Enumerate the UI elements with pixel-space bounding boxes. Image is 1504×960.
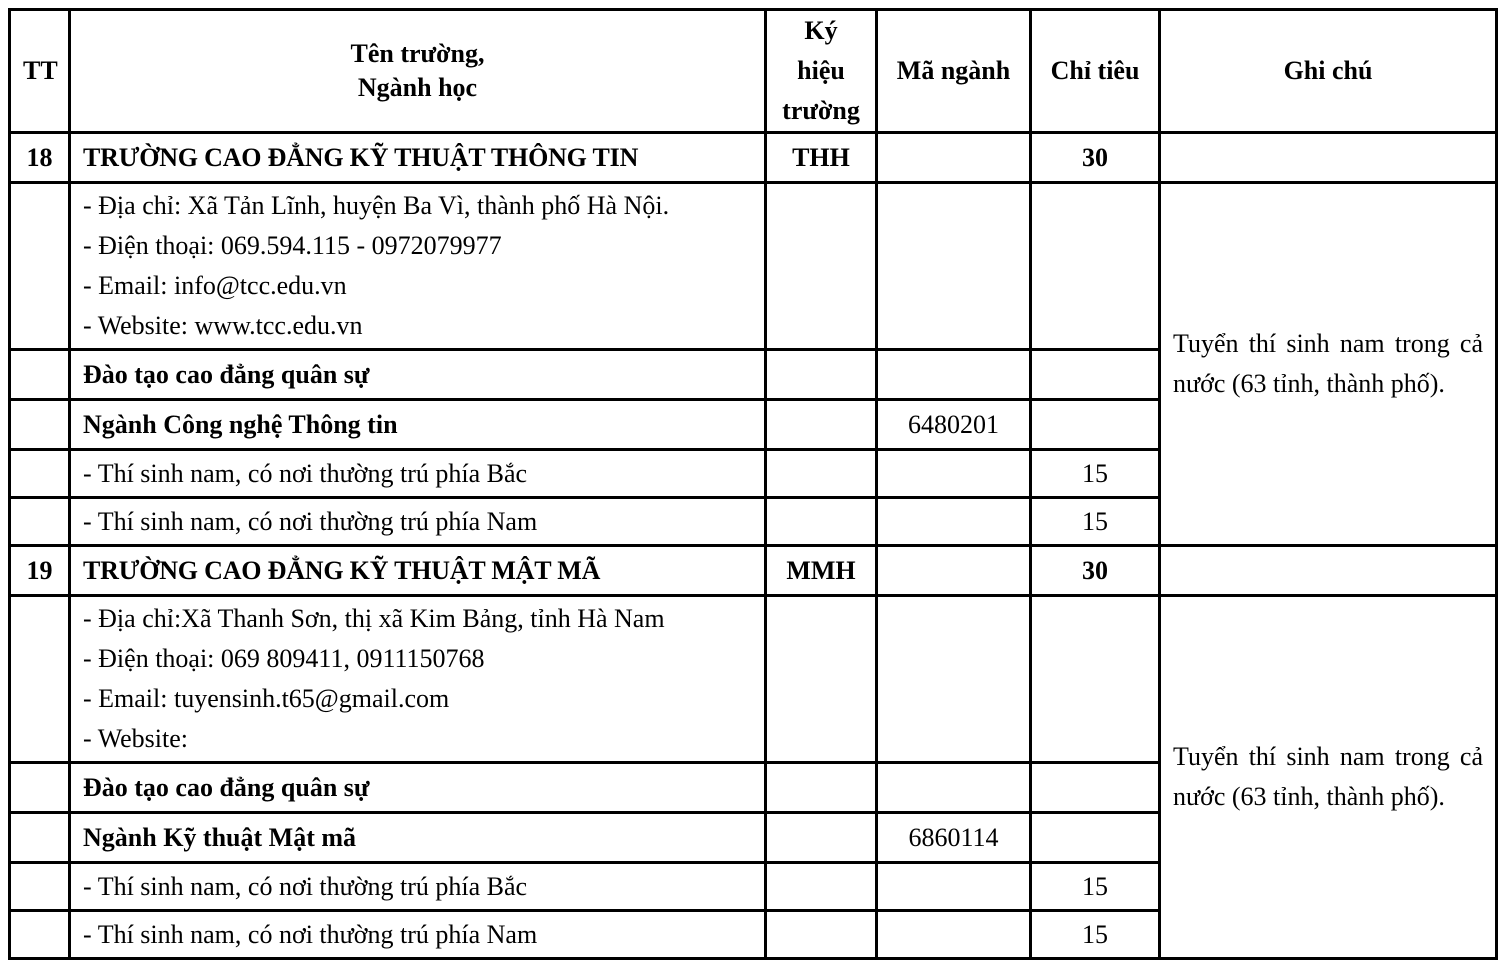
- quota-value: 15: [1031, 863, 1160, 911]
- tt-empty: [10, 183, 70, 350]
- code-empty: [766, 763, 877, 813]
- quota-label: - Thí sinh nam, có nơi thường trú phía Nam: [70, 498, 766, 546]
- major-code-empty: [877, 498, 1031, 546]
- quota-value: 15: [1031, 911, 1160, 959]
- contact-row: [10, 596, 1497, 763]
- major-code-empty: [877, 350, 1031, 400]
- header-quota: Chỉ tiêu: [1031, 10, 1160, 133]
- training-type: Đào tạo cao đẳng quân sự: [70, 763, 766, 813]
- code-empty: [766, 183, 877, 350]
- school-name: TRƯỜNG CAO ĐẲNG KỸ THUẬT MẬT MÃ: [70, 546, 766, 596]
- tt-empty: [10, 763, 70, 813]
- school-tt: 19: [10, 546, 70, 596]
- header-major-code: Mã ngành: [877, 10, 1031, 133]
- quota-label: - Thí sinh nam, có nơi thường trú phía Bắc: [70, 450, 766, 498]
- header-school-name-line1: Tên trường,: [350, 39, 485, 68]
- tt-empty: [10, 400, 70, 450]
- tt-empty: [10, 450, 70, 498]
- header-tt: TT: [10, 10, 70, 133]
- tt-empty: [10, 863, 70, 911]
- admissions-table: [8, 8, 1498, 960]
- header-school-code: [766, 10, 877, 133]
- contact-address: - Địa chỉ:Xã Thanh Sơn, thị xã Kim Bảng, tỉnh Hà Nam: [83, 604, 665, 633]
- contact-row: [10, 183, 1497, 350]
- contact-info: [70, 183, 766, 350]
- school-tt: 18: [10, 133, 70, 183]
- school-note-empty: [1160, 546, 1497, 596]
- major-code-empty: [877, 763, 1031, 813]
- major-code-empty: [877, 596, 1031, 763]
- major-code: 6480201: [877, 400, 1031, 450]
- quota-label: - Thí sinh nam, có nơi thường trú phía Bắc: [70, 863, 766, 911]
- major-code-empty: [877, 183, 1031, 350]
- major-name: Ngành Kỹ thuật Mật mã: [70, 813, 766, 863]
- contact-website: - Website: www.tcc.edu.vn: [83, 311, 363, 340]
- quota-empty: [1031, 183, 1160, 350]
- header-school-name: [70, 10, 766, 133]
- quota-empty: [1031, 813, 1160, 863]
- school-name: TRƯỜNG CAO ĐẲNG KỸ THUẬT THÔNG TIN: [70, 133, 766, 183]
- major-name: Ngành Công nghệ Thông tin: [70, 400, 766, 450]
- contact-email: - Email: info@tcc.edu.vn: [83, 271, 347, 300]
- contact-phone: - Điện thoại: 069 809411, 0911150768: [83, 644, 485, 673]
- header-note: Ghi chú: [1160, 10, 1497, 133]
- quota-empty: [1031, 596, 1160, 763]
- code-empty: [766, 350, 877, 400]
- school-code: MMH: [766, 546, 877, 596]
- code-empty: [766, 863, 877, 911]
- code-empty: [766, 911, 877, 959]
- school-major-code-empty: [877, 133, 1031, 183]
- quota-value: 15: [1031, 450, 1160, 498]
- major-code-empty: [877, 863, 1031, 911]
- quota-empty: [1031, 350, 1160, 400]
- school-note-empty: [1160, 133, 1497, 183]
- contact-phone: - Điện thoại: 069.594.115 - 0972079977: [83, 231, 502, 260]
- school-row: [10, 133, 1497, 183]
- header-row: [10, 10, 1497, 133]
- tt-empty: [10, 911, 70, 959]
- contact-email: - Email: tuyensinh.t65@gmail.com: [83, 684, 450, 713]
- code-empty: [766, 400, 877, 450]
- tt-empty: [10, 813, 70, 863]
- tt-empty: [10, 350, 70, 400]
- code-empty: [766, 596, 877, 763]
- code-empty: [766, 450, 877, 498]
- tt-empty: [10, 498, 70, 546]
- school-row: [10, 546, 1497, 596]
- quota-empty: [1031, 763, 1160, 813]
- school-quota: 30: [1031, 546, 1160, 596]
- contact-info: [70, 596, 766, 763]
- major-code: 6860114: [877, 813, 1031, 863]
- tt-empty: [10, 596, 70, 763]
- school-note: Tuyển thí sinh nam trong cả nước (63 tỉnh, thành phố).: [1160, 596, 1497, 959]
- school-quota: 30: [1031, 133, 1160, 183]
- school-code: THH: [766, 133, 877, 183]
- quota-label: - Thí sinh nam, có nơi thường trú phía Nam: [70, 911, 766, 959]
- header-school-code-line1: Ký hiệu: [797, 16, 845, 85]
- quota-value: 15: [1031, 498, 1160, 546]
- quota-empty: [1031, 400, 1160, 450]
- code-empty: [766, 813, 877, 863]
- header-school-code-line2: trường: [782, 96, 860, 125]
- major-code-empty: [877, 911, 1031, 959]
- contact-website: - Website:: [83, 724, 189, 753]
- contact-address: - Địa chỉ: Xã Tản Lĩnh, huyện Ba Vì, thành phố Hà Nội.: [83, 191, 670, 220]
- major-code-empty: [877, 450, 1031, 498]
- code-empty: [766, 498, 877, 546]
- training-type: Đào tạo cao đẳng quân sự: [70, 350, 766, 400]
- school-note: Tuyển thí sinh nam trong cả nước (63 tỉnh, thành phố).: [1160, 183, 1497, 546]
- school-major-code-empty: [877, 546, 1031, 596]
- header-school-name-line2: Ngành học: [357, 73, 478, 102]
